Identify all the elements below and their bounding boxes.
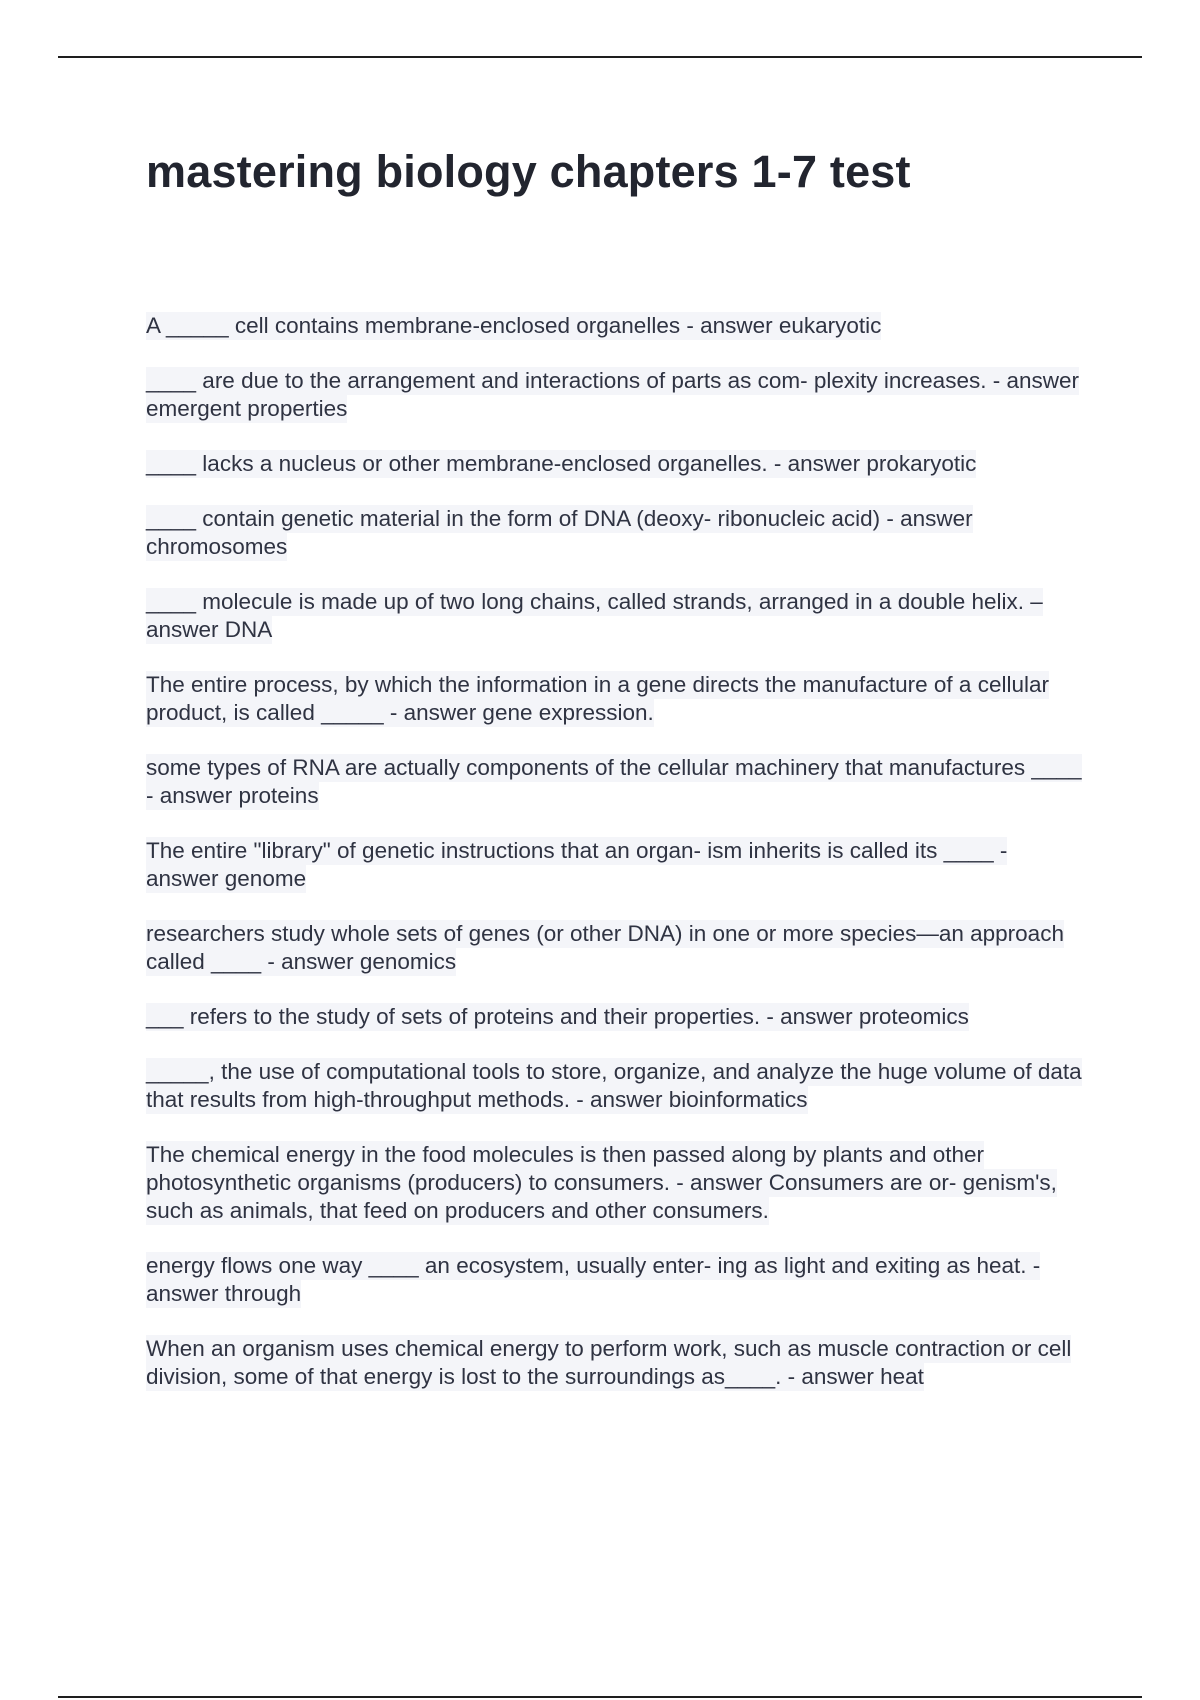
qa-text: _____, the use of computational tools to store, organize, and analyze the huge volume of data that results from high-throughput methods. - answer bioinformatics xyxy=(146,1059,1082,1112)
qa-text: ___ refers to the study of sets of proteins and their properties. - answer proteomics xyxy=(146,1004,969,1029)
qa-text: The chemical energy in the food molecules is then passed along by plants and other photosynthetic organisms (producers) to consumers. - answer Consumers are or- genism's, such as animals, that feed on producers and other consumers. xyxy=(146,1142,1057,1223)
top-rule xyxy=(58,56,1142,58)
qa-item xyxy=(146,1335,1086,1391)
qa-text: The entire "library" of genetic instructions that an organ- ism inherits is called its ____ - answer genome xyxy=(146,838,1008,891)
qa-item xyxy=(146,505,1086,561)
qa-item xyxy=(146,671,1086,727)
qa-list xyxy=(146,312,1086,1418)
qa-text: some types of RNA are actually components of the cellular machinery that manufactures ____ - answer proteins xyxy=(146,755,1082,808)
qa-text: energy flows one way ____ an ecosystem, usually enter- ing as light and exiting as heat. - answer through xyxy=(146,1253,1041,1306)
qa-item xyxy=(146,588,1086,644)
qa-text: ____ contain genetic material in the form of DNA (deoxy- ribonucleic acid) - answer chromosomes xyxy=(146,506,973,559)
qa-text: The entire process, by which the information in a gene directs the manufacture of a cellular product, is called _____ - answer gene expression. xyxy=(146,672,1049,725)
qa-text: researchers study whole sets of genes (or other DNA) in one or more species—an approach called ____ - answer genomics xyxy=(146,921,1064,974)
qa-item xyxy=(146,367,1086,423)
qa-item xyxy=(146,1141,1086,1225)
qa-item xyxy=(146,450,1086,478)
bottom-rule xyxy=(58,1696,1142,1698)
qa-text: A _____ cell contains membrane-enclosed organelles - answer eukaryotic xyxy=(146,313,882,338)
qa-text: ____ lacks a nucleus or other membrane-enclosed organelles. - answer prokaryotic xyxy=(146,451,977,476)
qa-item xyxy=(146,837,1086,893)
page-title: mastering biology chapters 1-7 test xyxy=(146,146,911,197)
qa-text: When an organism uses chemical energy to perform work, such as muscle contraction or cell division, some of that energy is lost to the surroundings as____. - answer heat xyxy=(146,1336,1072,1389)
qa-text: ____ are due to the arrangement and interactions of parts as com- plexity increases. - answer emergent properties xyxy=(146,368,1079,421)
qa-item xyxy=(146,1058,1086,1114)
qa-item xyxy=(146,754,1086,810)
qa-item xyxy=(146,1003,1086,1031)
qa-text: ____ molecule is made up of two long chains, called strands, arranged in a double helix. – answer DNA xyxy=(146,589,1043,642)
qa-item xyxy=(146,1252,1086,1308)
qa-item xyxy=(146,920,1086,976)
qa-item xyxy=(146,312,1086,340)
